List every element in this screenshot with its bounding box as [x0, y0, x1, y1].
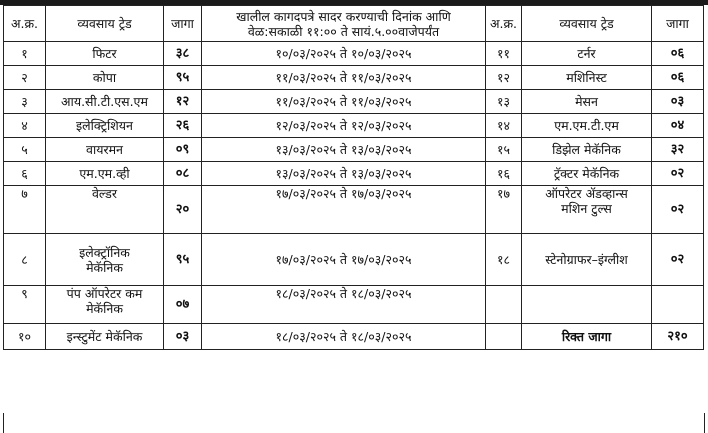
- trade-cell-2-line: स्टेनोग्राफर–इंग्लीश: [545, 252, 628, 267]
- trade-cell-line: इलेक्ट्रिशियन: [76, 118, 133, 133]
- date-cell: ११/०३/२०२५ ते ११/०३/२०२५: [202, 66, 486, 90]
- trade-cell-2-line: टर्नर: [577, 46, 596, 61]
- date-cell: १८/०३/२०२५ ते १८/०३/२०२५: [202, 286, 486, 324]
- seats-cell: ०९: [164, 138, 202, 162]
- trade-cell: [46, 138, 164, 162]
- trade-cell-line: वेल्डर: [91, 186, 117, 201]
- serial-cell: ४: [4, 114, 46, 138]
- trade-cell-2: [522, 324, 652, 350]
- seats-cell: २०: [164, 186, 202, 234]
- trade-vacancy-table: [3, 5, 704, 350]
- trade-cell-2: [522, 162, 652, 186]
- table-row: [4, 138, 704, 162]
- serial-cell-2: १३: [486, 90, 522, 114]
- header-date: [202, 6, 486, 42]
- serial-cell: ९: [4, 286, 46, 324]
- trade-cell-2-line: मशिन टुल्स: [561, 201, 612, 216]
- trade-cell-2: [522, 90, 652, 114]
- seats-cell: ०७: [164, 286, 202, 324]
- trade-cell: [46, 286, 164, 324]
- table-row: [4, 114, 704, 138]
- serial-cell: ५: [4, 138, 46, 162]
- serial-cell: ६: [4, 162, 46, 186]
- trade-cell-2-line: एम.एम.टी.एम: [554, 118, 619, 133]
- serial-cell-2: १६: [486, 162, 522, 186]
- serial-cell: १०: [4, 324, 46, 350]
- table-row: [4, 90, 704, 114]
- header-trade-1: व्यवसाय ट्रेड: [46, 6, 164, 42]
- trade-cell: [46, 234, 164, 286]
- date-cell: ११/०३/२०२५ ते ११/०३/२०२५: [202, 90, 486, 114]
- header-serial-1: अ.क्र.: [4, 6, 46, 42]
- date-cell: १७/०३/२०२५ ते १७/०३/२०२५: [202, 186, 486, 234]
- trade-cell-2-line: मशिनिस्ट: [566, 70, 607, 85]
- date-cell: १२/०३/२०२५ ते १२/०३/२०२५: [202, 114, 486, 138]
- trade-cell-2: [522, 114, 652, 138]
- seats-cell: २६: [164, 114, 202, 138]
- trade-cell: [46, 186, 164, 234]
- seats-cell-2: ०४: [652, 114, 704, 138]
- trade-cell: [46, 90, 164, 114]
- trade-cell-line: आय.सी.टी.एस.एम: [61, 94, 148, 109]
- table-row: [4, 162, 704, 186]
- serial-cell: ३: [4, 90, 46, 114]
- trade-cell-line: एम.एम.व्ही: [79, 166, 130, 181]
- date-cell: १८/०३/२०२५ ते १८/०३/२०२५: [202, 324, 486, 350]
- trade-cell-2: [522, 186, 652, 234]
- serial-cell: ८: [4, 234, 46, 286]
- header-trade-2: व्यवसाय ट्रेड: [522, 6, 652, 42]
- trade-cell: [46, 66, 164, 90]
- trade-cell-line: इन्स्टुमेंट मेकॅनिक: [66, 329, 143, 344]
- trade-cell: [46, 324, 164, 350]
- trade-cell-2-line: मेसन: [575, 94, 598, 109]
- trade-cell-line: वायरमन: [86, 142, 123, 157]
- seats-cell-2: ०३: [652, 90, 704, 114]
- seats-cell-2: ०६: [652, 42, 704, 66]
- seats-cell-2: ०६: [652, 66, 704, 90]
- seats-cell: ९५: [164, 234, 202, 286]
- serial-cell-2: १४: [486, 114, 522, 138]
- table-row: [4, 324, 704, 350]
- trade-cell-line: फिटर: [92, 46, 117, 61]
- header-serial-2: अ.क्र.: [486, 6, 522, 42]
- table-row: [4, 234, 704, 286]
- serial-cell: ७: [4, 186, 46, 234]
- trade-cell: [46, 42, 164, 66]
- header-date-line-1: खालील कागदपत्रे सादर करण्याची दिनांक आणि: [236, 8, 451, 24]
- header-seats-1: जागा: [164, 6, 202, 42]
- trade-cell-line: कोपा: [92, 70, 117, 85]
- trade-cell-line: पंप ऑपरेटर कम: [66, 286, 143, 301]
- serial-cell: १: [4, 42, 46, 66]
- table-row: [4, 66, 704, 90]
- header-date-line-2: वेळ:सकाळी ११:०० ते सायं.५.००वाजेपर्यंत: [247, 23, 440, 39]
- trade-cell-2: [522, 138, 652, 162]
- header-seats-2: जागा: [652, 6, 704, 42]
- seats-cell-2: ०२: [652, 234, 704, 286]
- serial-cell-2: १२: [486, 66, 522, 90]
- trade-cell: [46, 114, 164, 138]
- trade-cell-2-line: रिक्त जागा: [561, 329, 612, 344]
- trade-cell-2: [522, 234, 652, 286]
- serial-cell-2: ११: [486, 42, 522, 66]
- table-bottom-edge: [3, 413, 705, 433]
- seats-cell-2: ०२: [652, 186, 704, 234]
- date-cell: १०/०३/२०२५ ते १०/०३/२०२५: [202, 42, 486, 66]
- seats-cell-2: [652, 286, 704, 324]
- trade-cell-2-line: डिझेल मेकॅनिक: [552, 142, 621, 157]
- trade-cell: [46, 162, 164, 186]
- seats-cell-2: २१०: [652, 324, 704, 350]
- date-cell: १३/०३/२०२५ ते १३/०३/२०२५: [202, 138, 486, 162]
- seats-cell: ०८: [164, 162, 202, 186]
- trade-cell-2-line: ऑपरेटर ॲडव्हान्स: [545, 186, 628, 201]
- seats-cell-2: ०२: [652, 162, 704, 186]
- trade-cell-line: मेकॅनिक: [86, 259, 123, 275]
- table-row: [4, 42, 704, 66]
- table-row: [4, 286, 704, 324]
- table-row: [4, 186, 704, 234]
- trade-cell-2: [522, 66, 652, 90]
- seats-cell: ९५: [164, 66, 202, 90]
- serial-cell-2: [486, 324, 522, 350]
- seats-cell-2: ३२: [652, 138, 704, 162]
- date-cell: १७/०३/२०२५ ते १७/०३/२०२५: [202, 234, 486, 286]
- serial-cell-2: १७: [486, 186, 522, 234]
- serial-cell: २: [4, 66, 46, 90]
- trade-cell-2: [522, 286, 652, 324]
- serial-cell-2: १८: [486, 234, 522, 286]
- seats-cell: ०३: [164, 324, 202, 350]
- trade-cell-line: मेकॅनिक: [86, 301, 123, 316]
- trade-cell-line: इलेक्ट्रॉनिक: [79, 244, 130, 260]
- serial-cell-2: १५: [486, 138, 522, 162]
- trade-cell-2-line: ट्रॅक्टर मेकॅनिक: [553, 166, 620, 181]
- trade-cell-2: [522, 42, 652, 66]
- serial-cell-2: [486, 286, 522, 324]
- seats-cell: १२: [164, 90, 202, 114]
- table-header-row: [4, 6, 704, 42]
- seats-cell: ३८: [164, 42, 202, 66]
- date-cell: १३/०३/२०२५ ते १३/०३/२०२५: [202, 162, 486, 186]
